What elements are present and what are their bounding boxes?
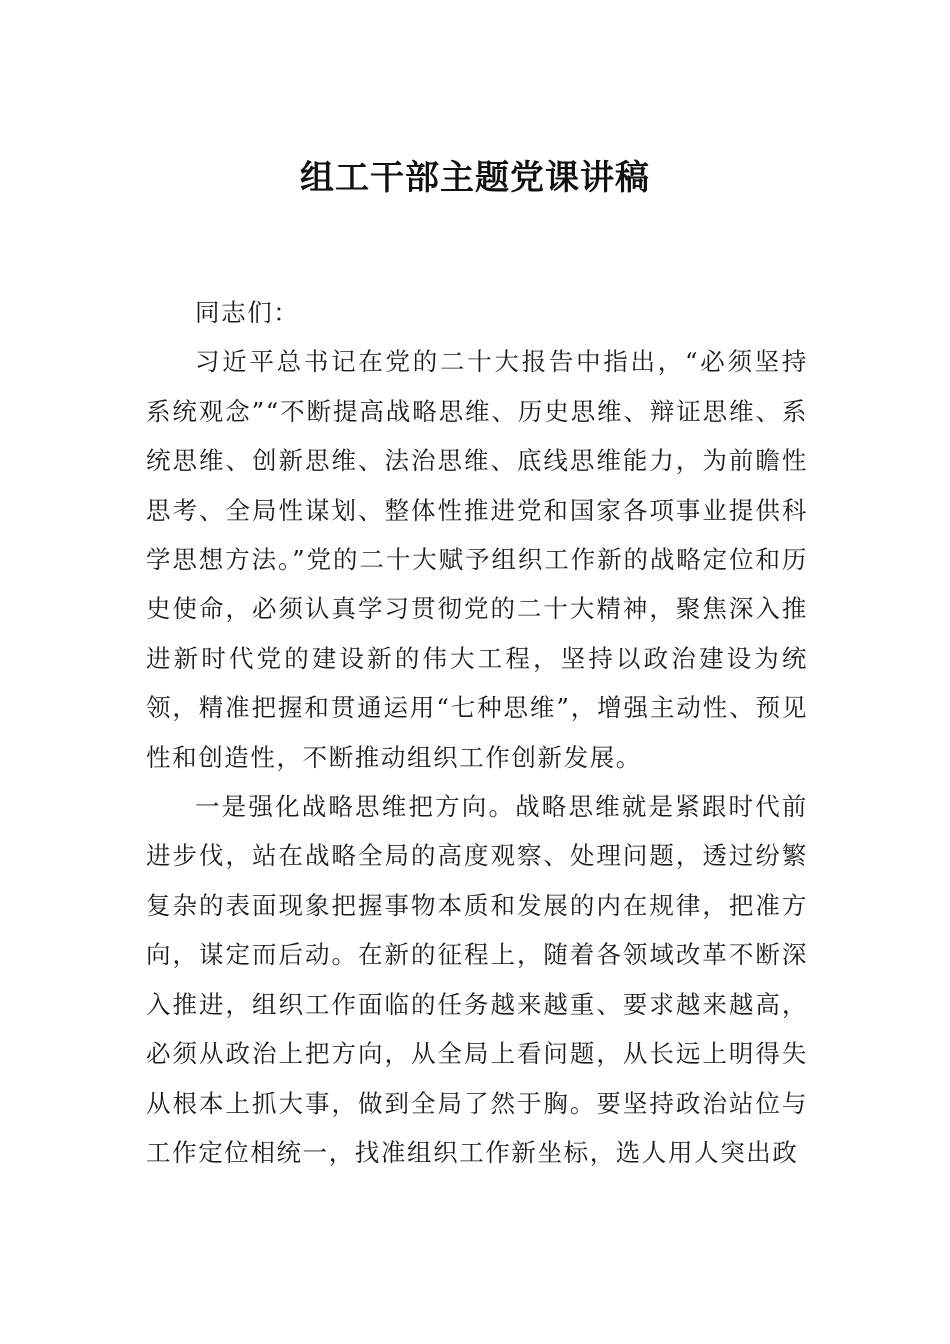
document-body — [146, 288, 808, 1177]
paragraph-2: 一是强化战略思维把方向。战略思维就是紧跟时代前进步伐，站在战略全局的高度观察、处理问题，透过纷繁复杂的表面现象把握事物本质和发展的内在规律，把准方向，谋定而后动。在新的征程上，随着各领域改革不断深入推进，组织工作面临的任务越来越重、要求越来越高，必须从政治上把方向，从全局上看问题，从长远上明得失从根本上抓大事，做到全局了然于胸。要坚持政治站位与工作定位相统一，找准组织工作新坐标，选人用人突出政 — [146, 792, 808, 1167]
document-title: 组工干部主题党课讲稿 — [300, 158, 650, 198]
salutation: 同志们： — [195, 298, 300, 327]
paragraph-1: 习近平总书记在党的二十大报告中指出，“必须坚持系统观念”“不断提高战略思维、历史思维、辩证思维、系统思维、创新思维、法治思维、底线思维能力，为前瞻性思考、全局性谋划、整体性推进党和国家各项事业提供科学思想方法。”党的二十大赋予组织工作新的战略定位和历史使命，必须认真学习贯彻党的二十大精神，聚焦深入推进新时代党的建设新的伟大工程，坚持以政治建设为统领，精准把握和贯通运用“七种思维”，增强主动性、预见性和创造性，不断推动组织工作创新发展。 — [146, 347, 808, 772]
